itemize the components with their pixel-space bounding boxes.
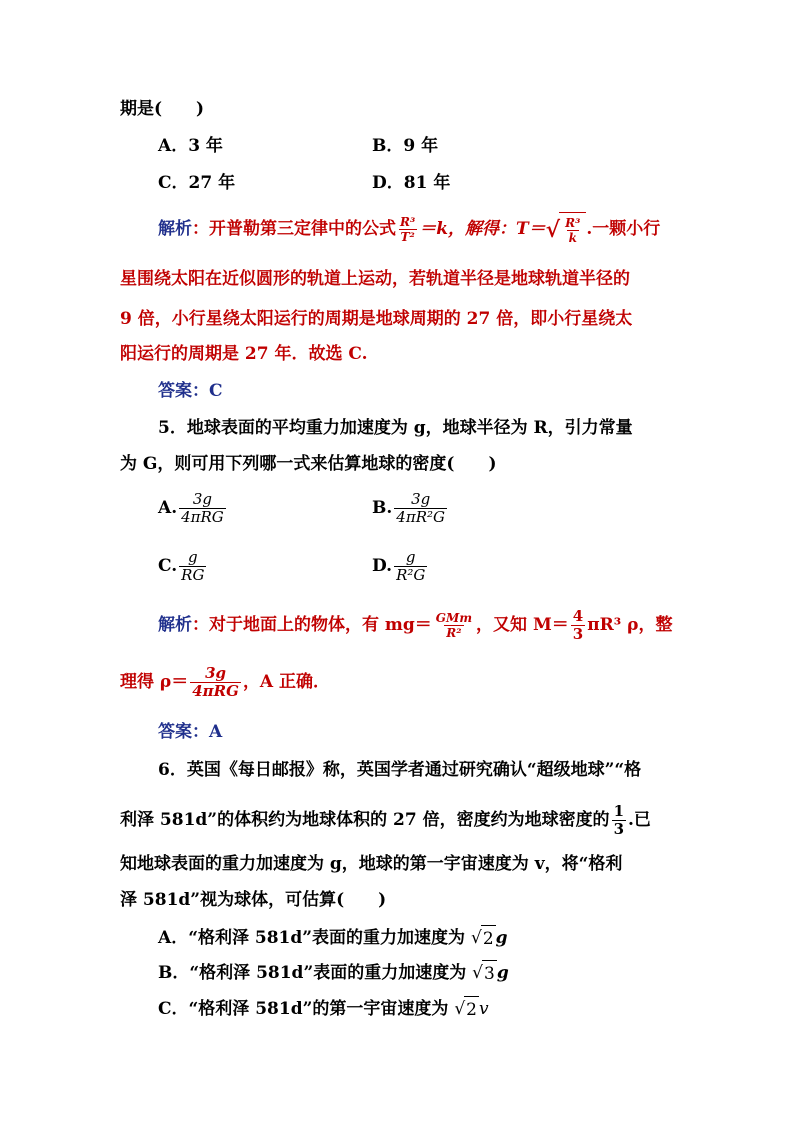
sqrt-fraction bbox=[563, 217, 582, 244]
q6-stem-line-3: 知地球表面的重力加速度为 g，地球的第一宇宙速度为 v，将“格利 bbox=[120, 854, 623, 874]
fraction-denominator: 4πRG bbox=[192, 682, 239, 700]
fraction-numerator: g bbox=[405, 548, 416, 566]
fraction-numerator: 3g bbox=[192, 490, 213, 508]
q4-option-d: D．81 年 bbox=[372, 173, 451, 193]
fraction-denominator: 4πR²G bbox=[396, 508, 445, 526]
q5-stem-line-2: 为 G，则可用下列哪一式来估算地球的密度( ) bbox=[120, 454, 497, 474]
fraction-numerator: GMm bbox=[435, 611, 473, 625]
radicand: 2 bbox=[481, 925, 496, 952]
option-sqrt bbox=[472, 960, 497, 987]
option-fraction bbox=[179, 550, 206, 583]
sqrt-sign-icon: √ bbox=[454, 999, 466, 1019]
fraction-numerator: 3g bbox=[205, 664, 227, 682]
option-text: C．“格利泽 581d”的第一宇宙速度为 bbox=[158, 999, 449, 1019]
option-unit: g bbox=[495, 928, 508, 948]
q6-stem-line-4: 泽 581d”视为球体，可估算( ) bbox=[120, 890, 387, 910]
q4-answer bbox=[158, 380, 223, 402]
fraction-denominator: 4πRG bbox=[181, 508, 224, 526]
sqrt-sign-icon: √ bbox=[470, 928, 482, 948]
analysis-text: ：开普勒第三定律中的公式 bbox=[192, 219, 396, 239]
fraction-denominator: 3 bbox=[613, 820, 624, 838]
fraction-numerator: 3g bbox=[411, 490, 431, 508]
density-ratio-fraction bbox=[612, 804, 626, 837]
q6-option-c bbox=[158, 996, 489, 1023]
q4-stem-tail: 期是( ) bbox=[120, 99, 205, 119]
option-fraction bbox=[394, 550, 427, 583]
analysis-text: .一颗小行 bbox=[586, 219, 661, 239]
analysis-text: πR³ ρ，整 bbox=[587, 615, 673, 635]
gravity-fraction bbox=[434, 612, 474, 639]
q6-stem-line-2 bbox=[120, 800, 651, 840]
option-unit: v bbox=[478, 999, 489, 1019]
option-fraction bbox=[179, 492, 226, 525]
q4-analysis-line-4: 阳运行的周期是 27 年．故选 C. bbox=[120, 344, 368, 364]
answer-value: ：A bbox=[192, 722, 223, 742]
fraction-denominator: 3 bbox=[572, 625, 584, 643]
fraction-numerator: 4 bbox=[572, 607, 584, 625]
answer-label: 答案 bbox=[158, 381, 192, 401]
option-label: A. bbox=[158, 498, 178, 518]
option-text: A．“格利泽 581d”表面的重力加速度为 bbox=[158, 928, 466, 948]
fraction-denominator: R²G bbox=[396, 566, 426, 584]
q5-option-d bbox=[372, 546, 429, 586]
q5-stem-line-1: 5．地球表面的平均重力加速度为 g，地球半径为 R，引力常量 bbox=[158, 418, 633, 438]
answer-value: ：C bbox=[192, 381, 223, 401]
analysis-label: 解析 bbox=[158, 615, 192, 635]
q4-analysis-line-2: 星围绕太阳在近似圆形的轨道上运动，若轨道半径是地球轨道半径的 bbox=[120, 269, 630, 289]
q4-analysis-line-3: 9 倍，小行星绕太阳运行的周期是地球周期的 27 倍，即小行星绕太 bbox=[120, 309, 633, 329]
q4-option-a: A．3 年 bbox=[158, 136, 223, 156]
analysis-label: 解析 bbox=[158, 219, 192, 239]
analysis-text: ，A 正确． bbox=[242, 672, 331, 692]
analysis-text: ，又知 M＝ bbox=[476, 615, 569, 635]
fraction-denominator: k bbox=[568, 231, 577, 245]
sqrt-sign-icon: √ bbox=[545, 216, 561, 243]
analysis-text: ：对于地面上的物体，有 mg＝ bbox=[192, 615, 432, 635]
kepler-fraction bbox=[398, 216, 417, 243]
fraction-numerator: 1 bbox=[613, 802, 624, 820]
answer-label: 答案 bbox=[158, 722, 192, 742]
fraction-numerator: R³ bbox=[400, 215, 416, 229]
fraction-denominator: T² bbox=[400, 230, 415, 244]
option-fraction bbox=[394, 492, 447, 525]
q4-analysis-line-1 bbox=[158, 212, 660, 247]
q5-analysis-line-1 bbox=[158, 605, 672, 645]
q4-option-c: C．27 年 bbox=[158, 173, 236, 193]
equals-k: ＝k，解得： bbox=[419, 219, 517, 239]
q5-option-c bbox=[158, 546, 208, 586]
sqrt-sign-icon: √ bbox=[472, 963, 483, 983]
period-equals: T＝ bbox=[516, 219, 546, 239]
fraction-denominator: R² bbox=[446, 626, 462, 640]
option-sqrt bbox=[471, 925, 496, 952]
q6-option-a bbox=[158, 925, 508, 952]
radicand: 3 bbox=[482, 960, 497, 987]
volume-fraction bbox=[571, 609, 585, 642]
option-unit: g bbox=[496, 963, 509, 983]
density-fraction bbox=[190, 666, 241, 699]
option-label: D. bbox=[372, 556, 393, 576]
fraction-denominator: RG bbox=[181, 566, 205, 584]
stem-text: 利泽 581d”的体积约为地球体积的 27 倍，密度约为地球密度的 bbox=[120, 810, 610, 830]
q6-option-b bbox=[158, 960, 509, 987]
q5-option-a bbox=[158, 488, 228, 528]
option-text: B．“格利泽 581d”表面的重力加速度为 bbox=[158, 963, 467, 983]
option-label: C. bbox=[158, 556, 178, 576]
analysis-text: 理得 ρ＝ bbox=[120, 672, 189, 692]
fraction-numerator: R³ bbox=[565, 216, 581, 230]
fraction-numerator: g bbox=[187, 548, 198, 566]
stem-text: .已 bbox=[628, 810, 651, 830]
q5-option-b bbox=[372, 488, 449, 528]
q5-answer bbox=[158, 721, 222, 743]
radicand: 2 bbox=[464, 996, 479, 1023]
q4-option-b: B．9 年 bbox=[372, 136, 439, 156]
option-label: B. bbox=[372, 498, 393, 518]
period-sqrt bbox=[546, 212, 587, 247]
option-sqrt bbox=[454, 996, 479, 1023]
q6-stem-line-1: 6．英国《每日邮报》称，英国学者通过研究确认“超级地球”“格 bbox=[158, 760, 642, 780]
q5-analysis-line-2 bbox=[120, 662, 330, 702]
